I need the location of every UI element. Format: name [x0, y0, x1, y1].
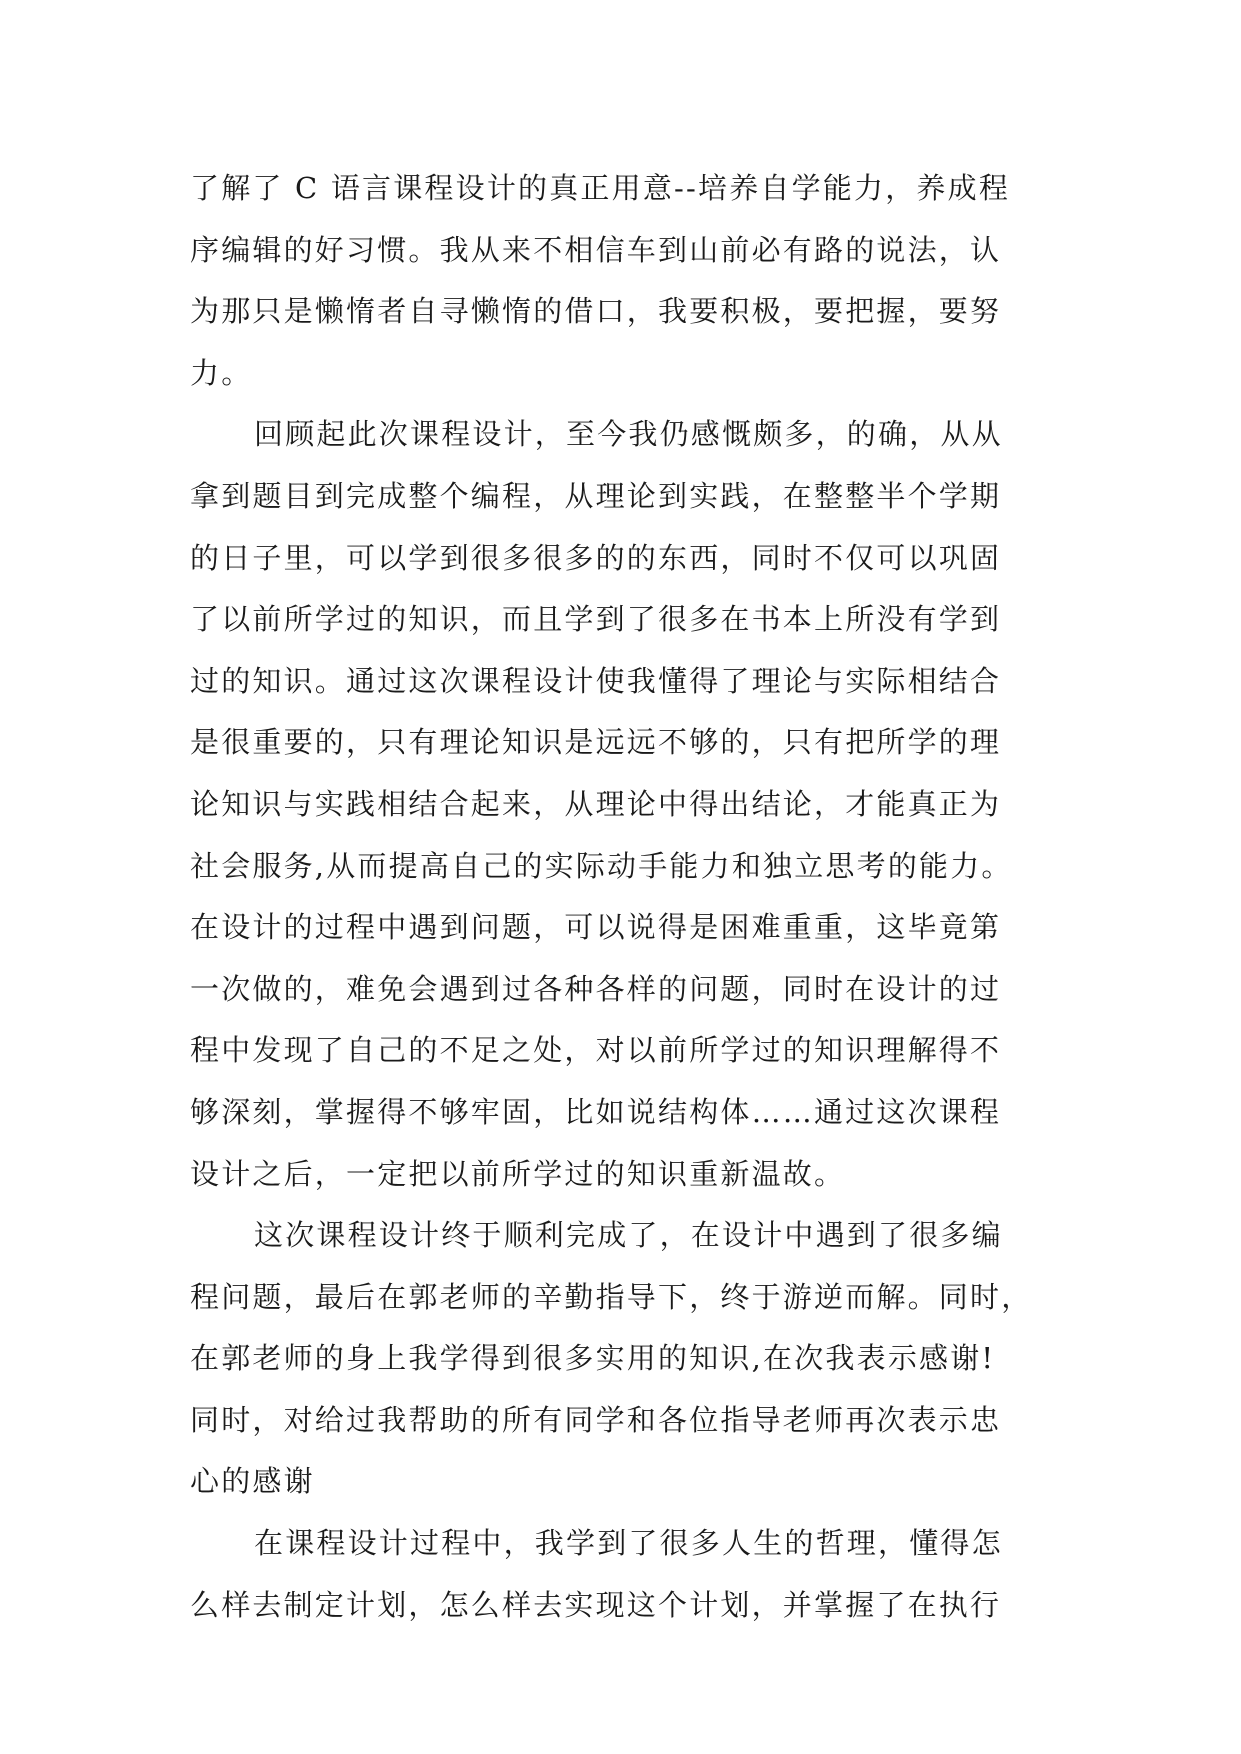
text-line: 为那只是懒惰者自寻懒惰的借口，我要积极，要把握，要努 — [190, 294, 1002, 329]
text-line: 程问题，最后在郭老师的辛勤指导下，终于游逆而解。同时， — [190, 1279, 1033, 1314]
text-line: 够深刻，掌握得不够牢固，比如说结构体……通过这次课程 — [190, 1094, 1002, 1129]
paragraph-first-line: 这次课程设计终于顺利完成了，在设计中遇到了很多编 — [254, 1218, 1003, 1253]
text-line: 在设计的过程中遇到问题，可以说得是困难重重，这毕竟第 — [190, 910, 1002, 945]
text-line: 序编辑的好习惯。我从来不相信车到山前必有路的说法，认 — [190, 232, 1002, 267]
text-line: 了解了 C 语言课程设计的真正用意--培养自学能力，养成程 — [190, 171, 1011, 205]
text-line: 力。 — [190, 355, 253, 390]
text-line: 了以前所学过的知识，而且学到了很多在书本上所没有学到 — [190, 602, 1002, 637]
text-line: 一次做的，难免会遇到过各种各样的问题，同时在设计的过 — [190, 971, 1002, 1006]
text-line: 同时，对给过我帮助的所有同学和各位指导老师再次表示忠 — [190, 1402, 1002, 1437]
text-line: 心的感谢 — [190, 1464, 315, 1499]
text-line: 么样去制定计划，怎么样去实现这个计划，并掌握了在执行 — [190, 1587, 1002, 1622]
text-line: 社会服务,从而提高自己的实际动手能力和独立思考的能力。 — [190, 848, 1013, 883]
body-text — [190, 158, 1060, 1636]
paragraph-first-line: 回顾起此次课程设计，至今我仍感慨颇多，的确，从从 — [254, 417, 1003, 452]
text-line: 过的知识。通过这次课程设计使我懂得了理论与实际相结合 — [190, 663, 1002, 698]
text-line: 程中发现了自己的不足之处，对以前所学过的知识理解得不 — [190, 1033, 1002, 1068]
text-line: 设计之后，一定把以前所学过的知识重新温故。 — [190, 1156, 846, 1191]
text-line: 在郭老师的身上我学得到很多实用的知识,在次我表示感谢! — [190, 1341, 996, 1376]
text-line: 拿到题目到完成整个编程，从理论到实践，在整整半个学期 — [190, 478, 1002, 513]
text-line: 是很重要的，只有理论知识是远远不够的，只有把所学的理 — [190, 725, 1002, 760]
text-line: 论知识与实践相结合起来，从理论中得出结论，才能真正为 — [190, 786, 1002, 821]
paragraph-first-line: 在课程设计过程中，我学到了很多人生的哲理，懂得怎 — [254, 1526, 1003, 1561]
text-line: 的日子里，可以学到很多很多的的东西，同时不仅可以巩固 — [190, 540, 1002, 575]
